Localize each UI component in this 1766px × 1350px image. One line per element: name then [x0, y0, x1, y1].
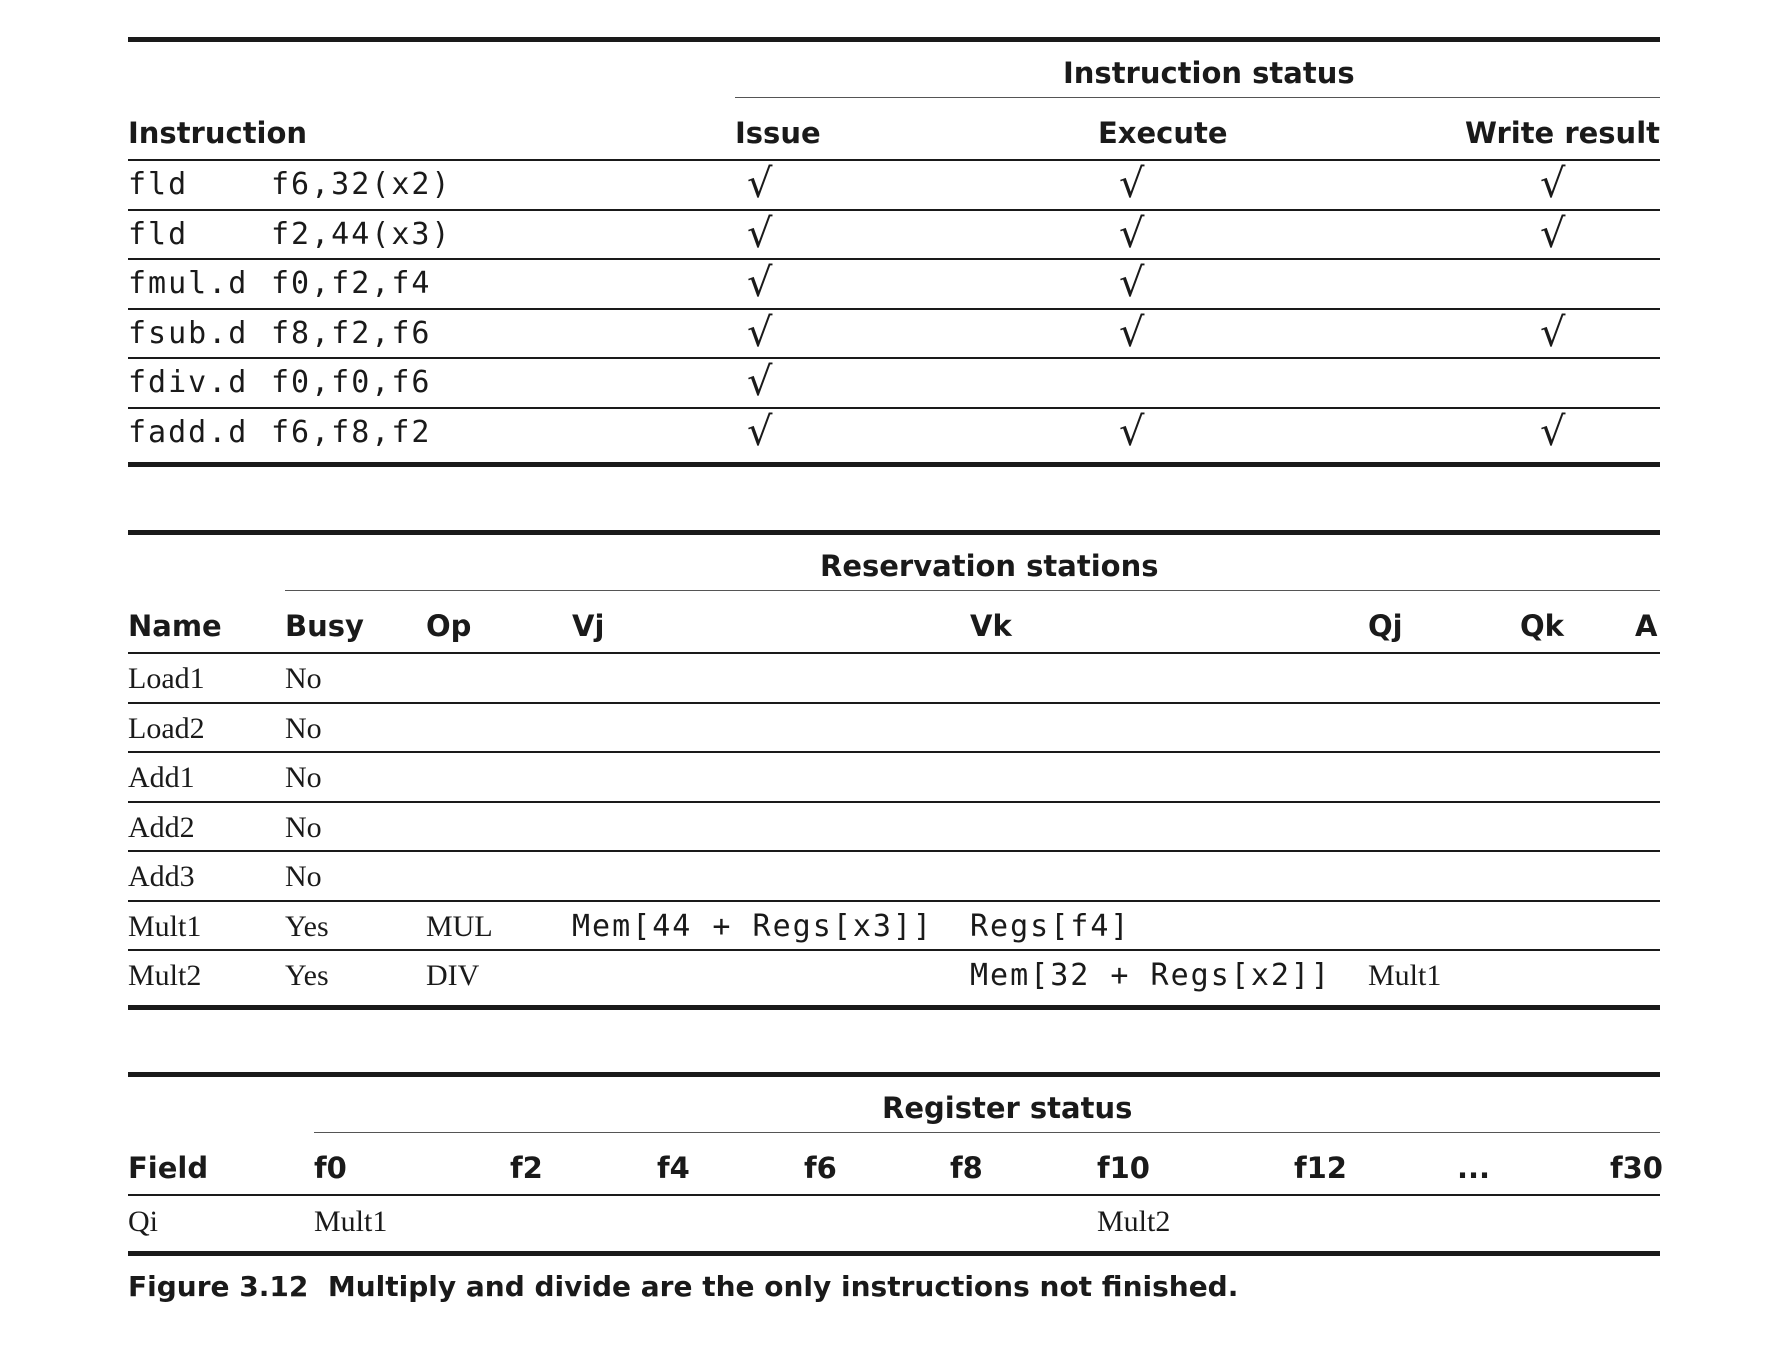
instruction-operands: f6,32(x2) — [271, 167, 452, 202]
instruction-opcode: fadd.d — [128, 414, 249, 450]
table-top-rule — [128, 530, 1660, 535]
execute-check-icon: √ — [1119, 260, 1145, 306]
instruction-operands: f0,f0,f6 — [271, 365, 432, 400]
rs-busy-cell: Yes — [285, 959, 329, 992]
rs-busy-cell: No — [285, 711, 322, 745]
register-header: f12 — [1294, 1151, 1347, 1185]
header-rule — [128, 1194, 1660, 1196]
instruction-opcode: fsub.d — [128, 315, 249, 351]
rs-busy-cell: No — [285, 662, 322, 695]
row-rule — [128, 751, 1660, 753]
issue-check-icon: √ — [747, 408, 773, 455]
instruction-opcode: fld — [128, 216, 189, 252]
execute-check-icon: √ — [1119, 408, 1145, 455]
instruction-operands: f6,f8,f2 — [271, 414, 432, 450]
header-write-result: Write result — [1464, 116, 1660, 150]
group-rule — [735, 97, 1660, 98]
instruction-operands: f0,f2,f4 — [271, 266, 432, 301]
rs-busy-cell: Yes — [285, 909, 329, 943]
header-name: Name — [128, 609, 222, 643]
register-qi-cell: Mult2 — [1097, 1205, 1171, 1238]
header-qj: Qj — [1368, 609, 1403, 643]
register-header: f2 — [510, 1151, 543, 1185]
issue-check-icon: √ — [747, 260, 773, 306]
rs-busy-cell: No — [285, 860, 322, 893]
figure-caption — [128, 1270, 1238, 1303]
table-bottom-rule — [128, 462, 1660, 467]
row-rule — [128, 258, 1660, 260]
table-bottom-rule — [128, 1251, 1660, 1256]
group-rule — [314, 1132, 1660, 1133]
register-header: f10 — [1097, 1151, 1150, 1185]
table-top-rule — [128, 37, 1660, 42]
table-top-rule — [128, 1072, 1660, 1077]
reservation-stations-title: Reservation stations — [820, 549, 1159, 583]
issue-check-icon: √ — [747, 161, 773, 207]
header-vk: Vk — [970, 609, 1012, 643]
table-bottom-rule — [128, 1005, 1660, 1010]
execute-check-icon: √ — [1119, 161, 1145, 207]
rs-busy-cell: No — [285, 761, 322, 794]
issue-check-icon: √ — [747, 210, 773, 257]
register-header: f30 — [1610, 1151, 1663, 1185]
row-rule — [128, 801, 1660, 803]
figure-text: Multiply and divide are the only instructions not finished. — [327, 1270, 1239, 1303]
instruction-operands: f2,44(x3) — [271, 216, 452, 252]
rs-busy-cell: No — [285, 810, 322, 844]
row-rule — [128, 357, 1660, 359]
instruction-opcode: fld — [128, 167, 189, 202]
rs-name-cell: Mult1 — [128, 909, 202, 943]
rs-name-cell: Load2 — [128, 711, 205, 745]
row-rule — [128, 209, 1660, 211]
register-header: f0 — [314, 1151, 347, 1185]
header-qk: Qk — [1520, 609, 1564, 643]
rs-vk-cell: Regs[f4] — [970, 908, 1131, 944]
header-field: Field — [128, 1151, 209, 1185]
header-a: A — [1635, 609, 1658, 643]
header-vj: Vj — [572, 609, 605, 643]
register-header: f6 — [804, 1151, 837, 1185]
rs-op-cell: MUL — [426, 909, 493, 943]
write-result-check-icon: √ — [1540, 309, 1566, 356]
write-result-check-icon: √ — [1540, 210, 1566, 257]
header-instruction: Instruction — [128, 116, 308, 150]
row-rule — [128, 850, 1660, 852]
write-result-check-icon: √ — [1540, 161, 1566, 207]
row-rule — [128, 407, 1660, 409]
group-rule — [285, 590, 1660, 591]
rs-name-cell: Add3 — [128, 860, 195, 893]
register-qi-cell: Mult1 — [314, 1205, 388, 1238]
row-rule — [128, 949, 1660, 951]
header-execute: Execute — [1098, 116, 1228, 150]
issue-check-icon: √ — [747, 309, 773, 356]
instruction-opcode: fmul.d — [128, 266, 249, 301]
instruction-status-title: Instruction status — [1063, 56, 1355, 90]
rs-name-cell: Load1 — [128, 662, 205, 695]
rs-vj-cell: Mem[44 + Regs[x3]] — [572, 908, 934, 944]
header-busy: Busy — [285, 609, 364, 643]
execute-check-icon: √ — [1119, 309, 1145, 356]
row-rule — [128, 308, 1660, 310]
rs-vk-cell: Mem[32 + Regs[x2]] — [970, 958, 1332, 993]
register-status-title: Register status — [882, 1091, 1133, 1125]
row-label-qi: Qi — [128, 1205, 158, 1238]
execute-check-icon: √ — [1119, 210, 1145, 257]
header-rule — [128, 652, 1660, 654]
instruction-opcode: fdiv.d — [128, 365, 249, 400]
row-rule — [128, 900, 1660, 902]
rs-op-cell: DIV — [426, 959, 480, 992]
header-op: Op — [426, 609, 472, 643]
register-header: f8 — [950, 1151, 983, 1185]
issue-check-icon: √ — [747, 359, 773, 405]
rs-name-cell: Add1 — [128, 761, 195, 794]
instruction-operands: f8,f2,f6 — [271, 315, 432, 351]
row-rule — [128, 702, 1660, 704]
rs-qj-cell: Mult1 — [1368, 959, 1442, 992]
header-issue: Issue — [735, 116, 821, 150]
figure-label: Figure 3.12 — [128, 1270, 309, 1303]
register-header: f4 — [657, 1151, 690, 1185]
write-result-check-icon: √ — [1540, 408, 1566, 455]
register-header: ... — [1457, 1151, 1491, 1185]
rs-name-cell: Mult2 — [128, 959, 202, 992]
rs-name-cell: Add2 — [128, 810, 195, 844]
header-rule — [128, 159, 1660, 161]
